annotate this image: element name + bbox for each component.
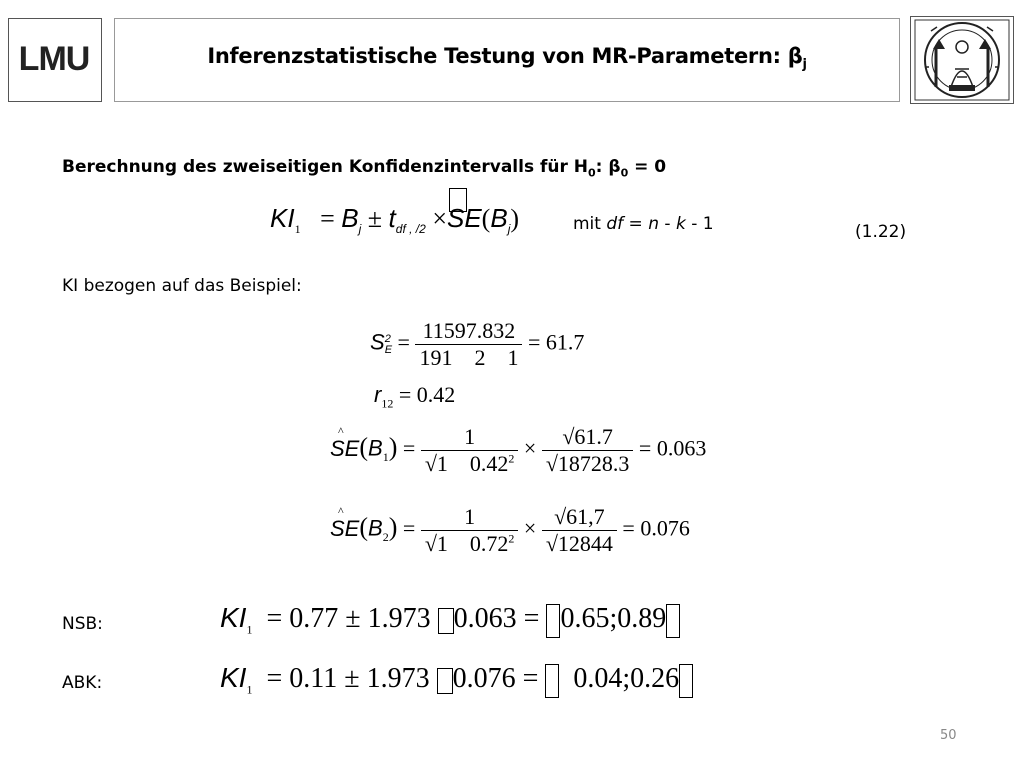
se-e-sub: E — [384, 343, 393, 356]
se-b1-b: B — [368, 435, 383, 461]
abk-bracket-left — [545, 664, 559, 698]
heading-sub: 0 — [588, 166, 596, 180]
nsb-expr: = 0.77 ± 1.973 — [266, 603, 438, 634]
example-label: KI bezogen auf das Beispiel: — [62, 276, 302, 296]
formula-note — [573, 214, 714, 234]
formula-b2-sub: j — [507, 222, 511, 237]
se-b1-se: SE — [330, 435, 360, 461]
abk-bracket-right — [679, 664, 693, 698]
formula-t: t — [388, 203, 396, 233]
page-number: 50 — [940, 728, 957, 743]
se-b1-frac1-den-sup: 2 — [508, 451, 515, 466]
formula-t-sub: df , /2 — [395, 222, 426, 237]
formula-b-sub: j — [358, 222, 362, 237]
r12-value: 0.42 — [416, 382, 456, 407]
formula-ki-sub: 1 — [294, 222, 301, 237]
se-b2-frac1-den-text: 1 0.72 — [436, 531, 509, 556]
abk-ki-sub: 1 — [246, 682, 253, 697]
abk-label: ABK: — [62, 673, 103, 693]
se-b2-frac2-den-text: 12844 — [557, 531, 613, 556]
se-b2-fraction1 — [421, 504, 519, 557]
abk-expr: = 0.11 ± 1.973 — [266, 663, 437, 694]
se-b2-hat-wrap — [330, 503, 360, 542]
note-minus-one: - 1 — [685, 214, 714, 234]
se-e-symbol: S — [370, 329, 385, 355]
se-b2-frac2-num: √61,7 — [542, 504, 617, 531]
university-seal-icon — [911, 17, 1013, 103]
formula-abk — [220, 662, 693, 698]
section-heading — [62, 157, 666, 179]
formula-ki: $KI_1$ = $B_j \pm t_{df , /2}$ × $SE(B_j)$ — [270, 203, 519, 237]
nsb-placeholder-box — [438, 608, 454, 634]
note-df: df — [606, 214, 624, 234]
se-b1-fraction2 — [542, 424, 634, 477]
nsb-bracket-right — [666, 604, 680, 638]
formula-se-text: SE — [446, 203, 482, 233]
se-b1-frac1-den: √1 0.42$^2$ — [424, 451, 515, 476]
nsb-expr2: 0.063 = — [453, 603, 547, 634]
formula-nsb — [220, 602, 680, 638]
heading-text-mid: : β — [595, 157, 621, 177]
r12-sub: 12 — [381, 396, 394, 411]
formula-b2: B — [490, 203, 508, 233]
se-b2-frac2-den: √12844 — [545, 531, 613, 556]
nsb-interval: 0.65;0.89 — [560, 603, 667, 634]
se-e-numerator: 11597.832 — [415, 318, 522, 345]
se-b1-frac2-num-text: 61.7 — [574, 424, 613, 449]
se-b1-fraction1 — [421, 424, 519, 477]
se-e-denominator: 191 2 1 — [419, 345, 519, 370]
nsb-ki-sub: 1 — [246, 622, 253, 637]
se-e-sup: 2 — [384, 332, 391, 345]
se-b2-frac1-den-sup: 2 — [508, 531, 515, 546]
heading-text: Berechnung des zweiseitigen Konfidenzintervalls für H — [62, 157, 589, 177]
formula-se-error: S 2 E = $\frac{11597.832}{191 2 1}$ = 61.7 — [370, 318, 585, 370]
formula-se — [447, 204, 482, 233]
se-b1-sub: 1 — [382, 449, 389, 464]
se-b2-frac2-num-text: 61,7 — [566, 504, 605, 529]
hat-placeholder — [449, 188, 467, 212]
abk-placeholder-box — [437, 668, 453, 694]
formula-r12: $r_{12} = 0.42$ — [374, 382, 456, 411]
formula-b: B — [341, 203, 359, 233]
heading-text-post: = 0 — [628, 157, 667, 177]
abk-interval: 0.04;0.26 — [559, 663, 680, 694]
equation-number: (1.22) — [855, 222, 907, 242]
r12-symbol: r — [374, 382, 382, 407]
se-b1-frac2-den-text: 18728.3 — [557, 451, 630, 476]
formula-pm: ± — [367, 204, 383, 233]
se-b2-result: 0.076 — [640, 515, 690, 541]
se-b1-frac2-den: √18728.3 — [545, 451, 630, 476]
se-e-fraction — [415, 318, 522, 371]
note-minus: - — [658, 214, 676, 234]
note-k: k — [675, 214, 686, 234]
note-text: mit — [573, 214, 607, 234]
se-b1-hat: ^ — [338, 423, 344, 438]
formula-se-b1: ^ $SE(B_1)$ = $\frac{1}{√1 0.42^2}$ × $\frac{√61.7}{√18728.3}$ = 0.063 — [330, 423, 707, 476]
se-b2-fraction2 — [542, 504, 617, 557]
se-e-result: 61.7 — [545, 329, 585, 355]
formula-eq: = — [320, 204, 335, 233]
se-b2-hat: ^ — [338, 503, 344, 518]
nsb-label: NSB: — [62, 614, 103, 634]
heading-sub: 0 — [620, 166, 629, 180]
lmu-logo — [8, 40, 100, 79]
note-n: n — [648, 214, 659, 234]
se-b2-se: SE — [330, 515, 360, 541]
slide-title-subscript: j — [802, 57, 807, 73]
abk-expr2: 0.076 = — [452, 663, 546, 694]
se-b2-frac1-den: √1 0.72$^2$ — [424, 531, 515, 556]
se-b2-sub: 2 — [382, 529, 389, 544]
nsb-bracket-left — [546, 604, 560, 638]
se-b1-frac2-num: √61.7 — [542, 424, 634, 451]
slide-title — [114, 44, 900, 72]
abk-ki: KI — [220, 662, 247, 693]
se-b1-result: 0.063 — [656, 435, 707, 461]
se-b2-frac1-num: 1 — [421, 504, 519, 531]
note-eq: = — [623, 214, 649, 234]
se-b1-frac1-den-text: 1 0.42 — [436, 451, 509, 476]
nsb-ki: KI — [220, 602, 247, 633]
se-b1-frac1-num: 1 — [421, 424, 519, 451]
se-e-indices — [385, 334, 392, 356]
formula-times: × — [432, 204, 447, 233]
se-b1-hat-wrap — [330, 423, 360, 462]
slide-title-text: Inferenzstatistische Testung von MR-Parametern: β — [207, 44, 803, 68]
lmu-logo-text: LMU — [18, 40, 90, 78]
formula-ki-symbol: KI — [270, 203, 295, 233]
formula-se-b2: ^ $SE(B_2)$ = $\frac{1}{√1 0.72^2}$ × $\frac{√61,7}{√12844}$ = 0.076 — [330, 503, 690, 556]
university-seal — [910, 16, 1014, 104]
se-b2-b: B — [368, 515, 383, 541]
